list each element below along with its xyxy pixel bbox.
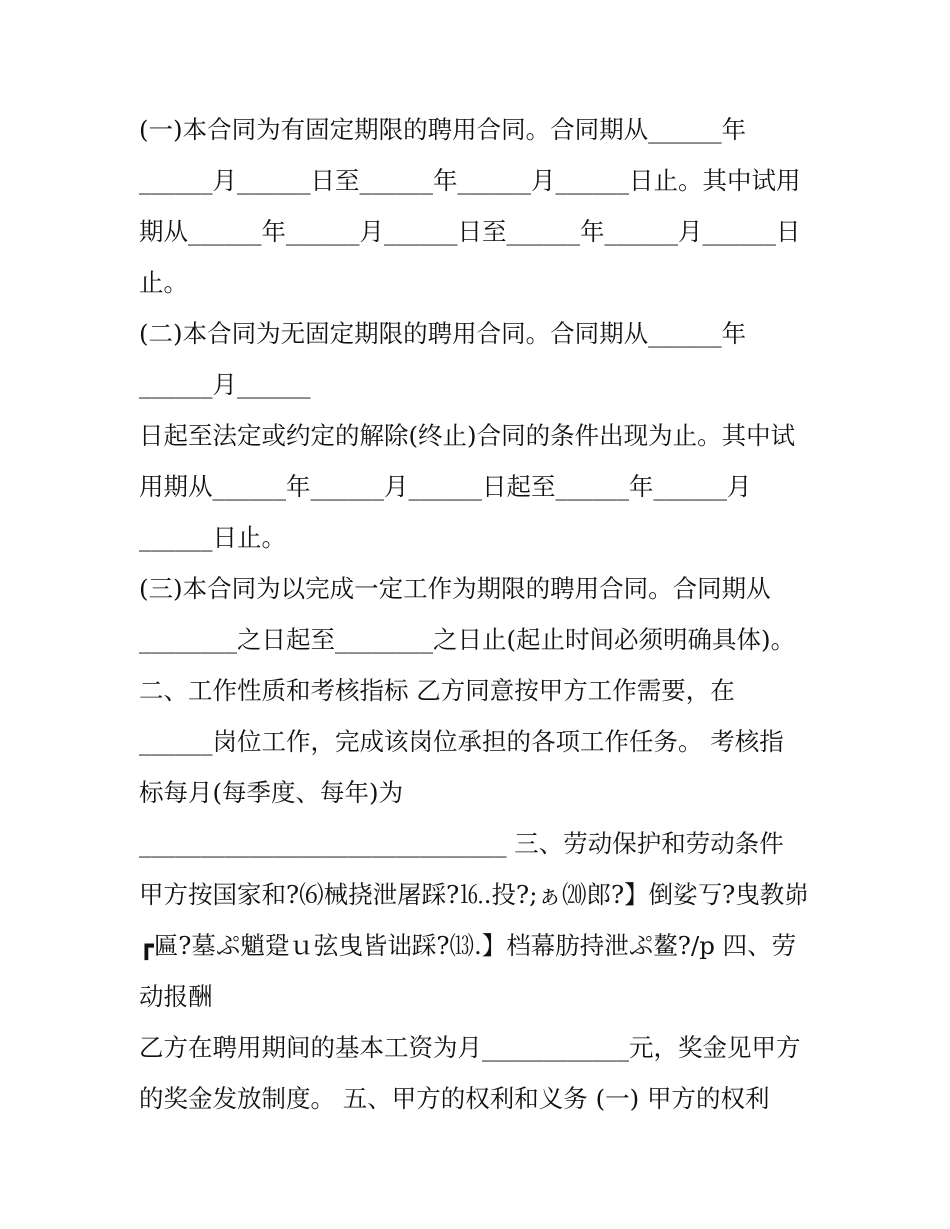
text-line: ______日止。 <box>139 523 286 552</box>
text-line: ________之日起至________之日止(起止时间必须明确具体)。 <box>139 625 796 654</box>
text-line: 日起至法定或约定的解除(终止)合同的条件出现为止。其中试 <box>139 421 796 450</box>
text-line: 期从______年______月______日至______年______月______日 <box>139 217 801 246</box>
text-line: (一)本合同为有固定期限的聘用合同。合同期从______年 <box>139 115 747 144</box>
text-line: 的奖金发放制度。 五、甲方的权利和义务 (一) 甲方的权利 <box>139 1084 770 1113</box>
text-line: ______月______ <box>139 370 311 399</box>
text-line: 止。 <box>139 268 188 297</box>
text-line: 乙方在聘用期间的基本工资为月____________元，奖金见甲方 <box>139 1033 801 1062</box>
text-line: ______月______日至______年______月______日止。其中试用 <box>139 166 801 195</box>
text-line: (二)本合同为无固定期限的聘用合同。合同期从______年 <box>139 319 747 348</box>
document-body <box>139 104 819 1124</box>
text-line: 二、工作性质和考核指标 乙方同意按甲方工作需要，在 <box>139 676 735 705</box>
text-line: 动报酬 <box>139 982 213 1011</box>
text-line: 甲方按国家和?⑹械挠泄屠踩?⒗.投?;ぁ⒇郎?】倒娑丂?曳教峁 <box>139 880 809 909</box>
text-line: 用期从______年______月______日起至______年______月 <box>139 472 752 501</box>
text-line: ┏匾?墓ぷ魈跫ｕ弦曳皆诎踩?⒀.】档幕肪持泄ぷ鳌?/p 四、劳 <box>139 931 797 960</box>
text-line: (三)本合同为以完成一定工作为期限的聘用合同。合同期从 <box>139 574 771 603</box>
text-line: ______________________________ 三、劳动保护和劳动条件 <box>139 829 784 858</box>
text-line: ______岗位工作，完成该岗位承担的各项工作任务。 考核指 <box>139 727 784 756</box>
text-line: 标每月(每季度、每年)为 <box>139 778 404 807</box>
